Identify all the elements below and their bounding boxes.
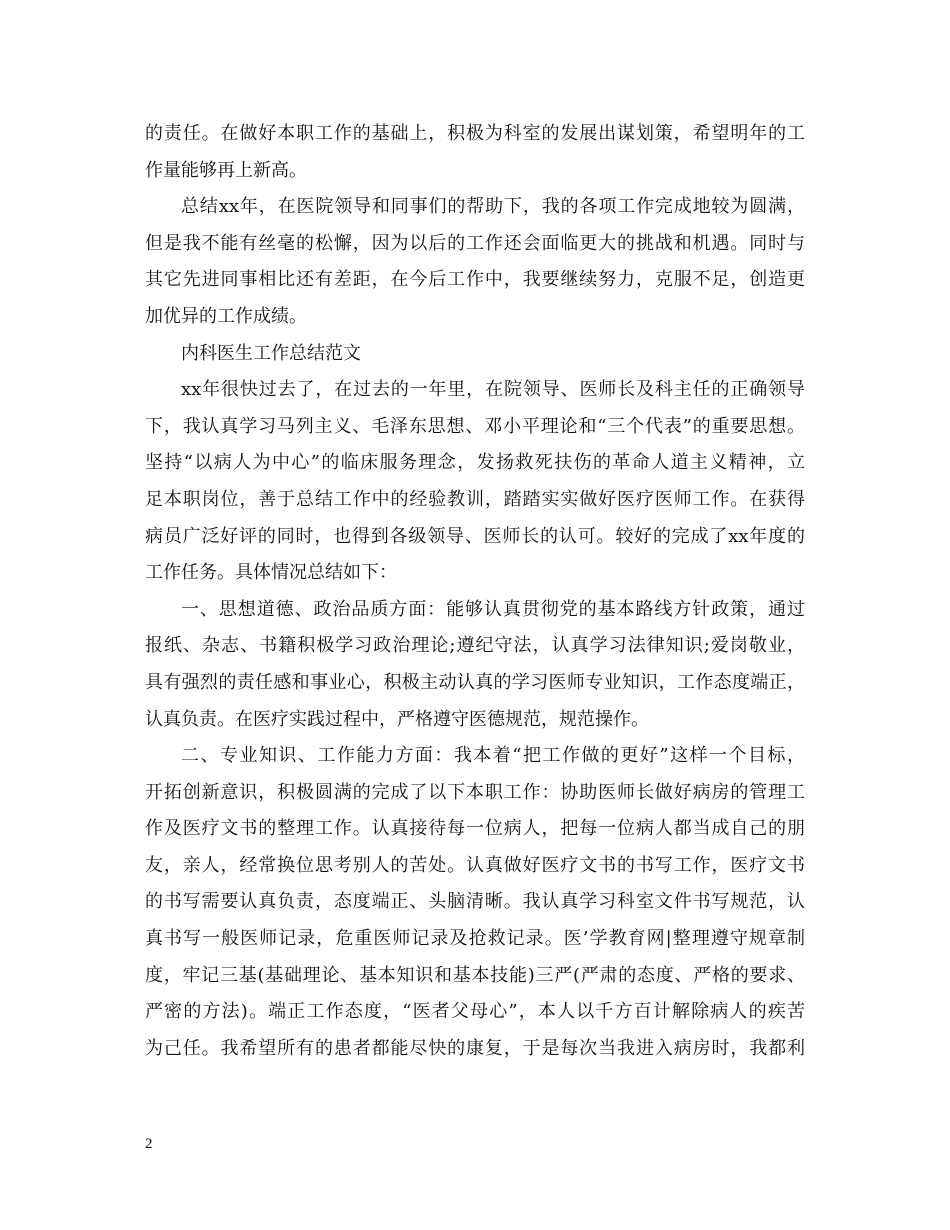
text-line: 严密的方法)。端正工作态度，“医者父母心”，本人以千方百计解除病人的疾苦 (145, 1001, 805, 1023)
text-line: 作及医疗文书的整理工作。认真接待每一位病人，把每一位病人都当成自己的朋 (145, 818, 805, 840)
text-line: xx年很快过去了，在过去的一年里，在院领导、医师长及科主任的正确领导 (181, 379, 805, 401)
text-line: 但是我不能有丝毫的松懈，因为以后的工作还会面临更大的挑战和机遇。同时与 (145, 232, 805, 254)
text-line: 的书写需要认真负责，态度端正、头脑清晰。我认真学习科室文件书写规范，认 (145, 891, 805, 913)
section-heading: 内科医生工作总结范文 (181, 342, 361, 364)
text-line: 认真负责。在医疗实践过程中，严格遵守医德规范，规范操作。 (145, 708, 649, 730)
text-line: 友，亲人，经常换位思考别人的苦处。认真做好医疗文书的书写工作，医疗文书 (145, 854, 805, 876)
text-line: 总结xx年，在医院领导和同事们的帮助下，我的各项工作完成地较为圆满， (181, 196, 805, 218)
text-line: 足本职岗位，善于总结工作中的经验教训，踏踏实实做好医疗医师工作。在获得 (145, 488, 805, 510)
text-line: 病员广泛好评的同时，也得到各级领导、医师长的认可。较好的完成了xx年度的 (145, 525, 805, 547)
text-line: 为己任。我希望所有的患者都能尽快的康复，于是每次当我进入病房时，我都利 (145, 1037, 805, 1059)
text-line: 开拓创新意识，积极圆满的完成了以下本职工作：协助医师长做好病房的管理工 (145, 781, 805, 803)
document-body (145, 116, 805, 1067)
text-line: 报纸、杂志、书籍积极学习政治理论;遵纪守法，认真学习法律知识;爱岗敬业， (145, 635, 805, 657)
text-line: 作量能够再上新高。 (145, 159, 307, 181)
text-line: 工作任务。具体情况总结如下： (145, 562, 397, 584)
text-line: 加优异的工作成绩。 (145, 305, 307, 327)
text-line: 具有强烈的责任感和事业心，积极主动认真的学习医师专业知识，工作态度端正， (145, 671, 805, 693)
text-line: 坚持“以病人为中心”的临床服务理念，发扬救死扶伤的革命人道主义精神，立 (145, 452, 805, 474)
text-line: 的责任。在做好本职工作的基础上，积极为科室的发展出谋划策，希望明年的工 (145, 123, 805, 144)
text-line: 一、思想道德、政治品质方面：能够认真贯彻党的基本路线方针政策，通过 (181, 598, 805, 620)
text-line: 二、专业知识、工作能力方面：我本着“把工作做的更好”这样一个目标， (181, 745, 805, 767)
page-number: 2 (145, 1136, 153, 1152)
text-line: 下，我认真学习马列主义、毛泽东思想、邓小平理论和“三个代表”的重要思想。 (145, 415, 805, 437)
text-line: 度，牢记三基(基础理论、基本知识和基本技能)三严(严肃的态度、严格的要求、 (145, 964, 805, 986)
text-line: 真书写一般医师记录，危重医师记录及抢救记录。医’学教育网|整理遵守规章制 (145, 928, 805, 950)
text-line: 其它先进同事相比还有差距，在今后工作中，我要继续努力，克服不足，创造更 (145, 269, 805, 291)
